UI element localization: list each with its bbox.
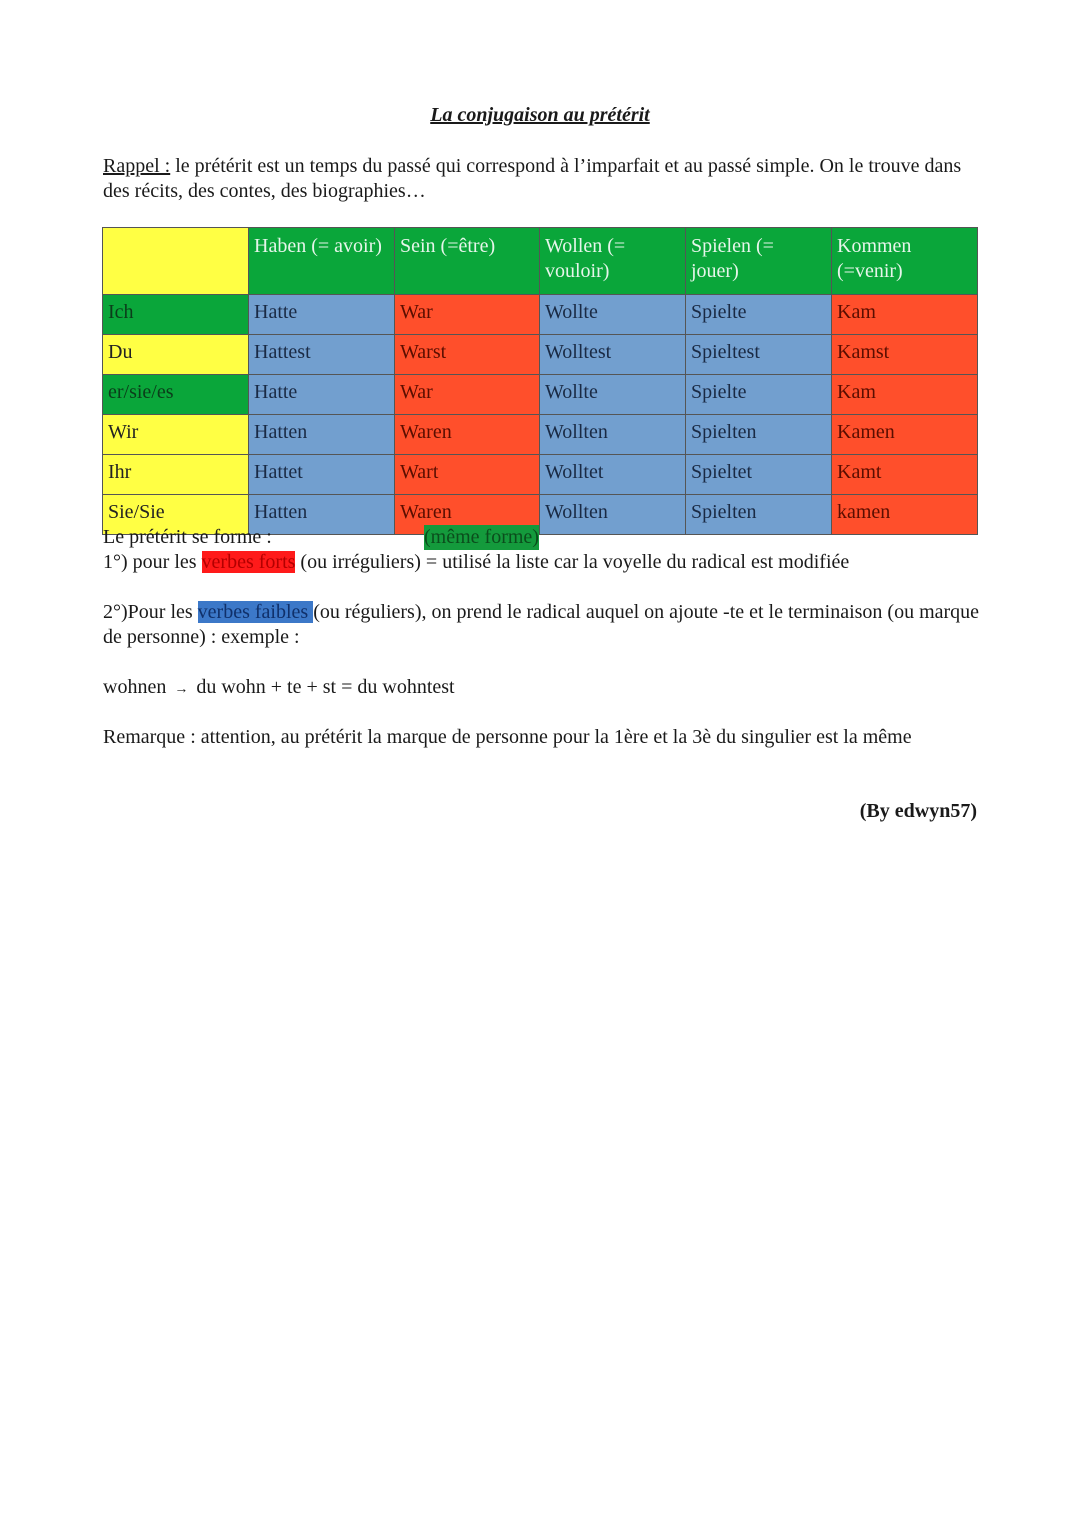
kommen-cell: kamen [832, 495, 978, 535]
spielen-cell: Spieltet [686, 455, 832, 495]
haben-cell: Hatten [249, 415, 395, 455]
spielen-cell: Spielte [686, 295, 832, 335]
wollen-cell: Wollten [540, 495, 686, 535]
spielen-cell: Spieltest [686, 335, 832, 375]
spielen-cell: Spielte [686, 375, 832, 415]
conjugation-table [102, 227, 978, 535]
table-header-row [103, 228, 978, 295]
sein-cell: Wart [395, 455, 540, 495]
arrow-right-icon: → [174, 682, 189, 697]
pronoun-cell: Ich [103, 295, 249, 335]
header-empty-cell [103, 228, 249, 295]
haben-cell: Hatte [249, 295, 395, 335]
wollen-cell: Wollte [540, 295, 686, 335]
remark-paragraph: Remarque : attention, au prétérit la marque de personne pour la 1ère et la 3è du singulier est la même [103, 726, 912, 748]
table-row [103, 295, 978, 335]
example-result: du wohn + te + st = du wohntest [196, 676, 455, 698]
table-row [103, 415, 978, 455]
strong-verbs-paragraph [103, 550, 983, 575]
haben-cell: Hattet [249, 455, 395, 495]
header-wollen: Wollen (= vouloir) [540, 228, 686, 295]
formation-intro: Le prétérit se forme : [103, 526, 272, 548]
strong-verbs-end: (ou irréguliers) = utilisé la liste car la voyelle du radical est modifiée [295, 551, 850, 573]
sein-cell: Warst [395, 335, 540, 375]
pronoun-cell: Du [103, 335, 249, 375]
sein-cell: War [395, 295, 540, 335]
example-verb: wohnen [103, 676, 167, 698]
strong-verbs-highlight: verbes forts [201, 551, 296, 573]
wollen-cell: Wolltest [540, 335, 686, 375]
pronoun-cell: er/sie/es [103, 375, 249, 415]
example-line [103, 675, 983, 702]
sein-cell: Waren [395, 495, 540, 535]
weak-verbs-end: (ou réguliers), on prend le radical auquel on ajoute -te et le terminaison (ou marque de personne) : exemple : [103, 601, 980, 648]
same-form-label: (même forme) [424, 526, 539, 548]
sein-cell: War [395, 375, 540, 415]
table-row [103, 375, 978, 415]
wollen-cell: Wollte [540, 375, 686, 415]
rappel-text: le prétérit est un temps du passé qui correspond à l’imparfait et au passé simple. On le trouve dans des récits, des contes, des biographies… [103, 155, 962, 202]
haben-cell: Hatte [249, 375, 395, 415]
rappel-paragraph [103, 154, 983, 204]
page-title: La conjugaison au prétérit [430, 104, 650, 126]
header-haben: Haben (= avoir) [249, 228, 395, 295]
signature: (By edwyn57) [859, 800, 977, 822]
kommen-cell: Kamst [832, 335, 978, 375]
weak-verbs-highlight: verbes faibles [197, 601, 314, 623]
wollen-cell: Wollten [540, 415, 686, 455]
pronoun-cell: Wir [103, 415, 249, 455]
sein-cell: Waren [395, 415, 540, 455]
formation-intro-line [103, 525, 983, 550]
strong-verbs-start: 1°) pour les [103, 551, 202, 573]
table-row [103, 455, 978, 495]
pronoun-cell: Sie/Sie [103, 495, 249, 535]
kommen-cell: Kam [832, 295, 978, 335]
wollen-cell: Wolltet [540, 455, 686, 495]
kommen-cell: Kamen [832, 415, 978, 455]
kommen-cell: Kam [832, 375, 978, 415]
kommen-cell: Kamt [832, 455, 978, 495]
header-sein: Sein (=être) [395, 228, 540, 295]
header-kommen: Kommen (=venir) [832, 228, 978, 295]
weak-verbs-paragraph [103, 600, 983, 650]
header-spielen: Spielen (= jouer) [686, 228, 832, 295]
rappel-label: Rappel : [103, 155, 171, 177]
pronoun-cell: Ihr [103, 455, 249, 495]
weak-verbs-start: 2°)Pour les [103, 601, 198, 623]
table-row [103, 335, 978, 375]
haben-cell: Hattest [249, 335, 395, 375]
haben-cell: Hatten [249, 495, 395, 535]
spielen-cell: Spielten [686, 415, 832, 455]
spielen-cell: Spielten [686, 495, 832, 535]
